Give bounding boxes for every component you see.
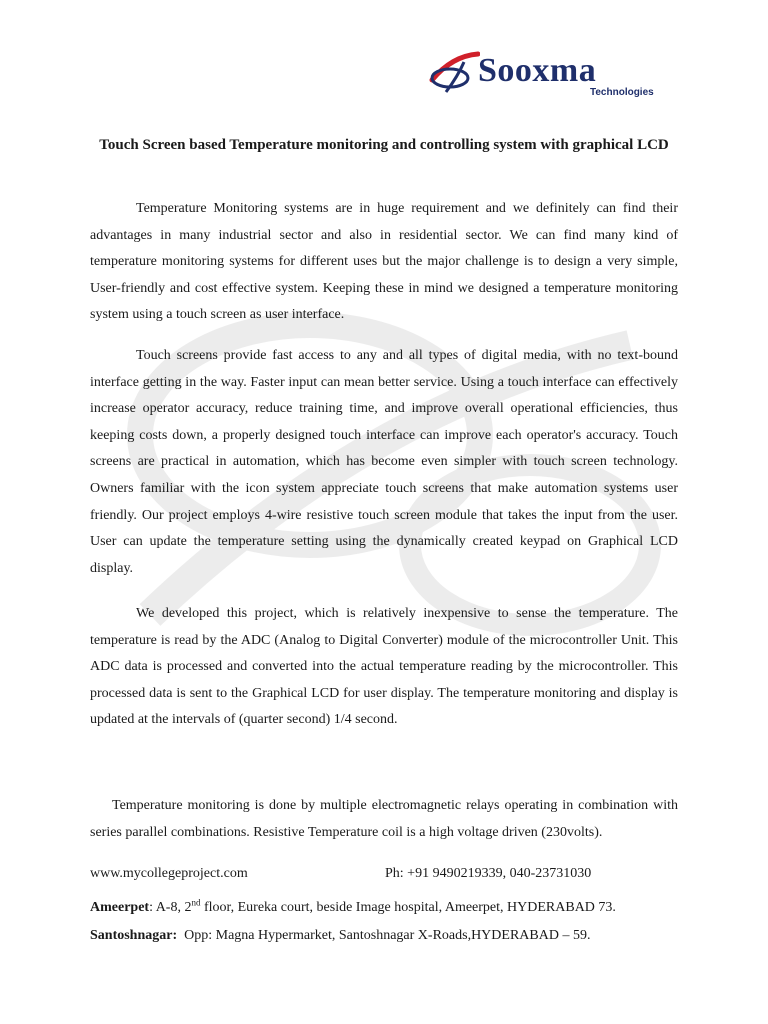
address-ameerpet <box>90 898 690 918</box>
paragraph-touch-screens: Touch screens provide fast access to any and all types of digital media, with no text-bound interface getting in the way. Faster input can mean better service. Using a touch interface can effectively increase operator accuracy, reduce training time, and improve overall operational efficiencies, thus keeping costs down, a properly designed touch interface can improve each operator's accuracy. Touch screens are practical in automation, which has become even simpler with touch screen technology. Owners familiar with the icon system appreciate touch screens that make automation systems user friendly. Our project employs 4-wire resistive touch screen module that takes the input from the user. User can update the temperature setting using the dynamically created keypad on Graphical LCD display. <box>90 348 678 576</box>
superscript-text: nd <box>191 897 201 908</box>
address-label: Santoshnagar: <box>90 928 178 943</box>
logo-name: Sooxma <box>478 52 597 89</box>
phone-text: Ph: +91 9490219339, 040-23731030 <box>385 866 592 881</box>
address-text: floor, Eureka court, beside Image hospital, Ameerpet, HYDERABAD 73. <box>200 900 616 915</box>
address-text: Opp: Magna Hypermarket, Santoshnagar X-Roads,HYDERABAD – 59. <box>177 928 591 943</box>
website-text: www.mycollegeproject.com <box>90 866 248 881</box>
paragraph-intro: Temperature Monitoring systems are in huge requirement and we definitely can find their advantages in many industrial sector and also in residential sector. We can find many kind of temperature monitoring systems for different uses but the major challenge is to design a very simple, User-friendly and cost effective system. Keeping these in mind we designed a temperature monitoring system using a touch screen as user interface. <box>90 201 678 323</box>
logo-swoosh-icon <box>428 50 480 98</box>
paragraph-development: We developed this project, which is relatively inexpensive to sense the temperature. The temperature is read by the ADC (Analog to Digital Converter) module of the microcontroller Unit. This ADC data is processed and converted into the actual temperature reading by the microcontroller. This processed data is sent to the Graphical LCD for user display. The temperature monitoring and display is updated at the intervals of (quarter second) 1/4 second. <box>90 606 678 728</box>
address-text: : A-8, 2 <box>149 900 192 915</box>
logo-subtitle: Technologies <box>590 87 654 98</box>
document-title: Touch Screen based Temperature monitoring and controlling system with graphical LCD <box>99 137 669 153</box>
company-logo <box>428 50 676 102</box>
paragraph-relays: Temperature monitoring is done by multiple electromagnetic relays operating in combination with series parallel combinations. Resistive Temperature coil is a high voltage driven (230volts). <box>90 798 678 840</box>
address-label: Ameerpet <box>90 900 150 915</box>
address-santoshnagar <box>90 926 690 946</box>
